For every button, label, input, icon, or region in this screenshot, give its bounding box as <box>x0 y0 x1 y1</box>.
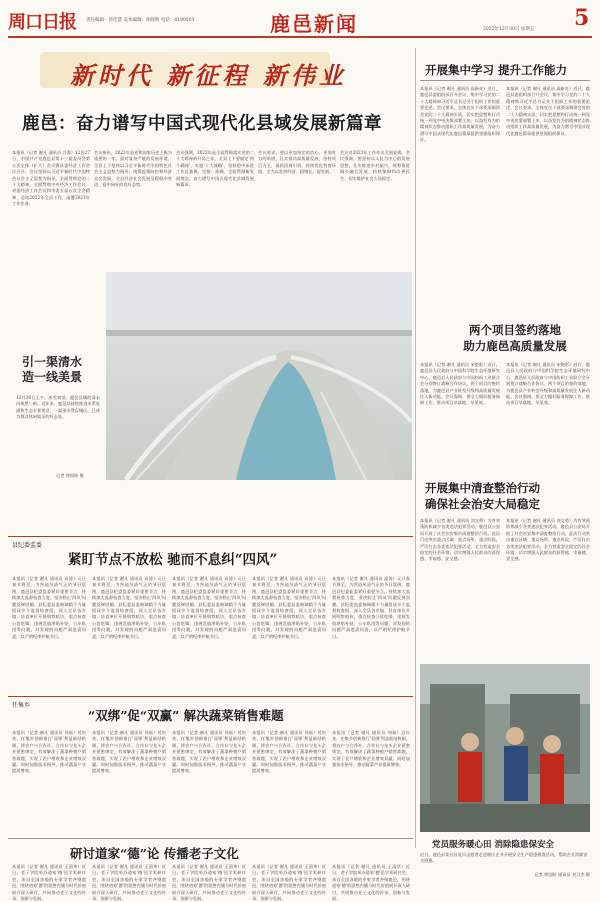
lower-section-rule <box>8 696 413 697</box>
lower-section-headline: “双绑”促“双赢” 解决蔬菜销售难题 <box>88 708 284 723</box>
lead-column-2: 会议指出，2022年是党和国家历史上极为重要的一年，面对复杂严峻的发展环境，全县上下坚持以习近平新时代中国特色社会主义思想为指导，统筹疫情防控和经济社会发展，全县经济社会发展呈现稳中有进、稳中向好的良好态势。 <box>94 150 172 188</box>
mid-column-4: 本报讯（记者 谢凡 通讯员 高涛）元旦春节将至，为营造风清气正的节日氛围，鹿邑县纪委监委紧盯重要节点，持续加大监督检查力度，坚决防止'四风'问题反弹回潮。县纪委监委抽调精干力量组成多个监督检查组，深入全县各乡镇、县直单位开展明察暗访，重点检查公款吃喝、违规发放津贴补贴、公车私用等问题，对发现的问题严肃追责问责，以严明纪律护航节日。 <box>252 576 326 639</box>
workers-photo-credit: 记者 徐国防 通讯员 刘卫杰 摄 <box>534 872 590 877</box>
mid-column-2: 本报讯（记者 谢凡 通讯员 高涛）元旦春节将至，为营造风清气正的节日氛围，鹿邑县纪委监委紧盯重要节点，持续加大监督检查力度，坚决防止'四风'问题反弹回潮。县纪委监委抽调精干力量组成多个监督检查组，深入全县各乡镇、县直单位开展明察暗访，重点检查公款吃喝、违规发放津贴补贴、公车私用等问题，对发现的问题严肃追责问责，以严明纪律护航节日。 <box>92 576 166 639</box>
right-mid-headline-line2: 助力鹿邑高质量发展 <box>463 339 567 353</box>
masthead-meta: 责任编辑：郭佳慧 美术编辑：孙晓秋 电话：6199503 <box>86 18 195 23</box>
right-mid-column-1: 本报讯（记者 谢凡 通讯员 宋艳彩）近日，鹿邑县人民政府与中国科学院生态环境研究中心、鹿邑县人民政府与中国纺织工业联合会分别签订战略合作协议。两个项目的签约落地，为鹿邑县产业转型升级和高质量发展注入新动能。会议强调，要全力做好服务保障工作，推动项目早落地、早见效。 <box>420 362 500 406</box>
bottom-left-headline: 研讨道家“德”论 传播老子文化 <box>70 846 239 861</box>
right-mid-headline-line1: 两个项目签约落地 <box>469 323 561 337</box>
lower-column-3: 本报讯（记者 谢凡 通讯员 刘茹）近年来，任集乡创新推行'双绑'利益联结机制，将农户与合作社、合作社与龙头企业紧密绑定，有效解决了蔬菜种植户销售难题，实现了农户增收和企业增效双赢。同时加强技术指导，推动蔬菜产业提质增效。 <box>172 730 246 774</box>
section-title: 鹿邑新闻 <box>270 12 358 36</box>
right-mid-headline <box>440 322 590 354</box>
mid-section-label: 县纪委监委 <box>12 542 43 549</box>
right-low-headline-line1: 开展集中清查整治行动 <box>425 481 540 495</box>
slogan-banner <box>40 52 347 90</box>
bottom-column-4: 本报讯（记者 谢凡 通讯员 王清华）近日，老子学院举办道家'德'论学术研讨会，来自全国各地的专家学者齐聚鹿邑，围绕道家'德'的思想内涵与时代价值展开深入研讨，共同推动老子文化的传承、创新与发展。 <box>252 864 326 902</box>
workers-photo <box>420 664 590 832</box>
mid-column-3: 本报讯（记者 谢凡 通讯员 高涛）元旦春节将至，为营造风清气正的节日氛围，鹿邑县纪委监委紧盯重要节点，持续加大监督检查力度，坚决防止'四风'问题反弹回潮。县纪委监委抽调精干力量组成多个监督检查组，深入全县各乡镇、县直单位开展明察暗访，重点检查公款吃喝、违规发放津贴补贴、公车私用等问题，对发现的问题严肃追责问责，以严明纪律护航节日。 <box>172 576 246 639</box>
slogan-text: 新时代 新征程 新伟业 <box>70 61 347 90</box>
right-mid-column-2: 本报讯（记者 谢凡 通讯员 宋艳彩）近日，鹿邑县人民政府与中国科学院生态环境研究中心、鹿邑县人民政府与中国纺织工业联合会分别签订战略合作协议。两个项目的签约落地，为鹿邑县产业转型升级和高质量发展注入新动能。会议强调，要全力做好服务保障工作，推动项目早落地、早见效。 <box>506 362 590 406</box>
mid-section-rule <box>8 536 413 537</box>
mid-column-5: 本报讯（记者 谢凡 通讯员 高涛）元旦春节将至，为营造风清气正的节日氛围，鹿邑县纪委监委紧盯重要节点，持续加大监督检查力度，坚决防止'四风'问题反弹回潮。县纪委监委抽调精干力量组成多个监督检查组，深入全县各乡镇、县直单位开展明察暗访，重点检查公款吃喝、违规发放津贴补贴、公车私用等问题，对发现的问题严肃追责问责，以严明纪律护航节日。 <box>332 576 410 639</box>
newspaper-logo: 周口日报 <box>8 12 76 33</box>
right-top-headline: 开展集中学习 提升工作能力 <box>425 63 568 77</box>
canal-photo <box>106 272 412 480</box>
bottom-column-2: 本报讯（记者 谢凡 通讯员 王清华）近日，老子学院举办道家'德'论学术研讨会，来自全国各地的专家学者齐聚鹿邑，围绕道家'德'的思想内涵与时代价值展开深入研讨，共同推动老子文化的传承、创新与发展。 <box>92 864 166 902</box>
canal-illustration <box>106 272 412 480</box>
right-top-rule <box>420 80 590 81</box>
photo-title-line1: 引一渠清水 <box>22 355 83 369</box>
page-number: 5 <box>574 5 590 31</box>
lower-column-4: 本报讯（记者 谢凡 通讯员 刘茹）近年来，任集乡创新推行'双绑'利益联结机制，将农户与合作社、合作社与龙头企业紧密绑定，有效解决了蔬菜种植户销售难题，实现了农户增收和企业增效双赢。同时加强技术指导，推动蔬菜产业提质增效。 <box>252 730 326 774</box>
bottom-column-1: 本报讯（记者 谢凡 通讯员 王清华）近日，老子学院举办道家'德'论学术研讨会，来自全国各地的专家学者齐聚鹿邑，围绕道家'德'的思想内涵与时代价值展开深入研讨，共同推动老子文化的传承、创新与发展。 <box>12 864 86 902</box>
lead-column-1: 本报讯（记者 谢凡 通讯员 吕海）12月27日，中国共产党鹿邑县第十三届委员会第五次全体（扩大）会议暨县委经济工作会议召开。会议坚持以习近平新时代中国特色社会主义思想为指导，全面贯彻党的二十大精神，全面贯彻中央经济工作会议、省委经济工作会议和市委五届五次全会精神，总结2022年全县工作，部署2023年工作任务。 <box>12 150 90 207</box>
right-column-divider <box>415 48 416 848</box>
workers-photo-caption-text: 近日，鹿邑县某社区党员志愿者走进辖区企业开展安全生产隐患排查活动，帮助企业消除安全隐患。 <box>420 852 588 864</box>
photo-box-credit: 记者 徐国防 摄 <box>56 473 84 478</box>
masthead-date: 2022年12月30日 星期五 <box>483 27 535 32</box>
right-low-column-1: 本报讯（记者 谢凡 通讯员 刘文勇）为有效预防和减少各类违法犯罪活动，鹿邑县公安局开展了社会治安集中清查整治行动。此次行动突出重点区域、重点场所、重点时段，严厉打击各类违法犯罪活动，全力营造安全稳定的社会环境，切实增强人民群众的获得感、幸福感、安全感。 <box>420 518 500 562</box>
lead-column-4: 会议要求，要以更加坚定的信心、更加有力的举措，扎实推动高质量发展，坚持项目为王，狠抓招商引资，持续优化营商环境，全力以赴拼经济、稳增长、促发展。 <box>258 150 336 175</box>
right-low-headline-line2: 确保社会治安大局稳定 <box>425 497 540 511</box>
lower-column-2: 本报讯（记者 谢凡 通讯员 刘茹）近年来，任集乡创新推行'双绑'利益联结机制，将农户与合作社、合作社与龙头企业紧密绑定，有效解决了蔬菜种植户销售难题，实现了农户增收和企业增效双赢。同时加强技术指导，推动蔬菜产业提质增效。 <box>92 730 166 774</box>
workers-photo-caption: 党员服务暖心田 消除隐患保安全 <box>432 840 554 850</box>
workers-illustration <box>420 664 590 832</box>
right-low-headline <box>425 480 590 512</box>
lower-column-5: 本报讯（记者 谢凡 通讯员 刘茹）近年来，任集乡创新推行'双绑'利益联结机制，将农户与合作社、合作社与龙头企业紧密绑定，有效解决了蔬菜种植户销售难题，实现了农户增收和企业增效双赢。同时加强技术指导，推动蔬菜产业提质增效。 <box>332 730 410 768</box>
right-top-column-1: 本报讯（记者 谢凡 通讯员 高新亮）近日，鹿邑县委组织部召开会议，集中学习党的二十大精神和习近平总书记关于组织工作的重要论述。会议要求，全体党员干部要深刻领会党的二十大精神实质，切实把思想和行动统一到党中央决策部署上来，以奋发有为的精神状态推动组织工作高质量发展，为奋力谱写中国式现代化鹿邑篇章提供坚强组织保证。 <box>420 86 500 143</box>
right-low-column-2: 本报讯（记者 谢凡 通讯员 刘文勇）为有效预防和减少各类违法犯罪活动，鹿邑县公安局开展了社会治安集中清查整治行动。此次行动突出重点区域、重点场所、重点时段，严厉打击各类违法犯罪活动，全力营造安全稳定的社会环境，切实增强人民群众的获得感、幸福感、安全感。 <box>506 518 590 562</box>
lead-column-5: 会议对2023年工作作出全面安排。会议强调，要坚持以人民为中心的发展思想，扎实推进乡村振兴，统筹推进城乡融合发展，持续保障和改善民生，切实维护社会大局稳定。 <box>340 150 410 181</box>
mid-column-1: 本报讯（记者 谢凡 通讯员 高涛）元旦春节将至，为营造风清气正的节日氛围，鹿邑县纪委监委紧盯重要节点，持续加大监督检查力度，坚决防止'四风'问题反弹回潮。县纪委监委抽调精干力量组成多个监督检查组，深入全县各乡镇、县直单位开展明察暗访，重点检查公款吃喝、违规发放津贴补贴、公车私用等问题，对发现的问题严肃追责问责，以严明纪律护航节日。 <box>12 576 86 639</box>
bottom-column-3: 本报讯（记者 谢凡 通讯员 王清华）近日，老子学院举办道家'德'论学术研讨会，来自全国各地的专家学者齐聚鹿邑，围绕道家'德'的思想内涵与时代价值展开深入研讨，共同推动老子文化的传承、创新与发展。 <box>172 864 246 902</box>
right-top-column-2: 本报讯（记者 谢凡 通讯员 高新亮）近日，鹿邑县委组织部召开会议，集中学习党的二十大精神和习近平总书记关于组织工作的重要论述。会议要求，全体党员干部要深刻领会党的二十大精神实质，切实把思想和行动统一到党中央决策部署上来，以奋发有为的精神状态推动组织工作高质量发展，为奋力谱写中国式现代化鹿邑篇章提供坚强组织保证。 <box>506 86 590 136</box>
bottom-column-5: 本报讯（记者 谢凡 通讯员 王清华）近日，老子学院举办道家'德'论学术研讨会，来自全国各地的专家学者齐聚鹿邑，围绕道家'德'的思想内涵与时代价值展开深入研讨，共同推动老子文化的传承、创新与发展。 <box>332 864 410 902</box>
photo-title-line2: 造一线美景 <box>22 370 83 384</box>
masthead-rule <box>8 36 592 38</box>
mid-section-headline: 紧盯节点不放松 驰而不息纠“四风” <box>68 552 278 568</box>
bottom-section-rule <box>8 838 413 839</box>
photo-box-title <box>22 355 100 385</box>
lead-headline: 鹿邑：奋力谱写中国式现代化县域发展新篇章 <box>22 114 382 134</box>
lower-section-label: 任集乡 <box>12 702 31 709</box>
lower-column-1: 本报讯（记者 谢凡 通讯员 刘茹）近年来，任集乡创新推行'双绑'利益联结机制，将农户与合作社、合作社与龙头企业紧密绑定，有效解决了蔬菜种植户销售难题，实现了农户增收和企业增效双赢。同时加强技术指导，推动蔬菜产业提质增效。 <box>12 730 86 774</box>
masthead <box>8 6 592 36</box>
photo-box-caption: 12月26日上午，冰雪初消，鹿邑县城的清水河焕然一新。近年来，鹿邑县持续推进水系连通和生态水景建设，一渠清水贯穿城区，已成为群众休闲娱乐的好去处。 <box>16 395 100 420</box>
lead-column-3: 会议强调，2023年是全面贯彻落实党的二十大精神的开局之年，全县上下要锚定'两个确保'，实施'十大战略'，坚持稳中求进工作总基调，完整、准确、全面贯彻新发展理念，奋力谱写中国式现代化县域发展新篇章。 <box>176 150 254 188</box>
